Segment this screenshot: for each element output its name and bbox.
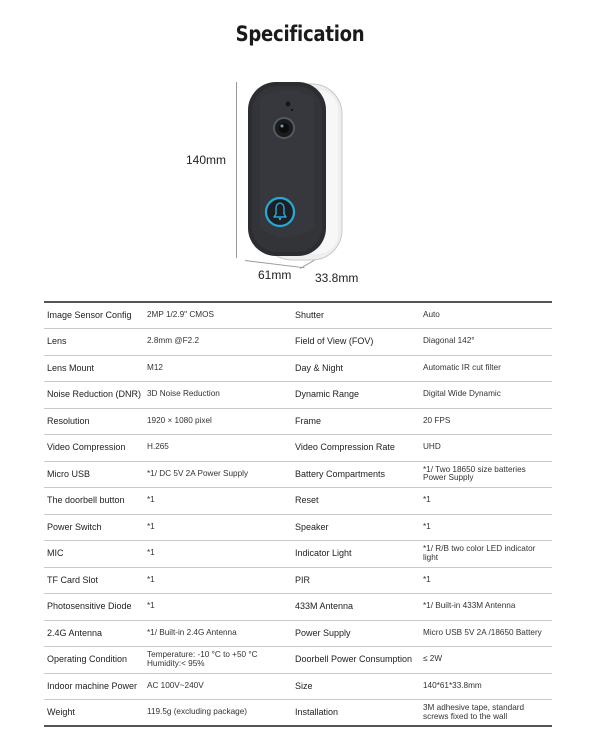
spec-label: Power Switch: [44, 514, 144, 541]
spec-value: *1: [144, 594, 292, 621]
table-row: [44, 541, 552, 568]
spec-value: *1/ R/B two color LED indicator light: [420, 541, 552, 568]
spec-value: ≤ 2W: [420, 647, 552, 674]
depth-dimension-label: 33.8mm: [315, 271, 359, 285]
spec-label: TF Card Slot: [44, 567, 144, 594]
spec-label: Indicator Light: [292, 541, 420, 568]
table-row: [44, 461, 552, 488]
height-dimension-label: 140mm: [186, 153, 227, 167]
spec-value: *1: [420, 567, 552, 594]
table-row: [44, 382, 552, 409]
table-row: [44, 302, 552, 329]
spec-label: 2.4G Antenna: [44, 620, 144, 647]
spec-value: *1: [144, 541, 292, 568]
spec-label: Video Compression Rate: [292, 435, 420, 462]
spec-label: Weight: [47, 706, 75, 717]
table-row: [44, 355, 552, 382]
spec-label: Dynamic Range: [292, 382, 420, 409]
spec-label: Micro USB: [44, 461, 144, 488]
doorbell-device: [240, 78, 350, 264]
spec-value: 2.8mm @F2.2: [144, 329, 292, 356]
spec-label: Photosensitive Diode: [44, 594, 144, 621]
spec-label: Size: [292, 673, 420, 700]
spec-label: Reset: [292, 488, 420, 515]
spec-label: 433M Antenna: [292, 594, 420, 621]
spec-label: MIC: [44, 541, 144, 568]
spec-label: Frame: [292, 408, 420, 435]
spec-label: Lens Mount: [44, 355, 144, 382]
spec-label: Noise Reduction (DNR): [44, 382, 144, 409]
page-title: Specification: [235, 22, 365, 46]
spec-value: 2MP 1/2.9" CMOS: [144, 302, 292, 329]
spec-label: Installation: [295, 706, 339, 717]
spec-label: Lens: [44, 329, 144, 356]
spec-value: 3M adhesive tape, standard screws fixed to the wall: [423, 702, 525, 721]
spec-label: Video Compression: [44, 435, 144, 462]
spec-value: *1: [144, 567, 292, 594]
height-dimension-line: [236, 82, 237, 258]
spec-label: Field of View (FOV): [292, 329, 420, 356]
spec-value: *1/ Two 18650 size batteries Power Supply: [420, 461, 552, 488]
spec-label: Indoor machine Power: [44, 673, 144, 700]
spec-label: Power Supply: [292, 620, 420, 647]
spec-label: Doorbell Power Consumption: [292, 647, 420, 674]
table-row: [44, 673, 552, 700]
spec-value: Diagonal 142°: [420, 329, 552, 356]
table-row: [44, 488, 552, 515]
spec-value: *1: [144, 514, 292, 541]
spec-value: M12: [144, 355, 292, 382]
table-row: [44, 700, 552, 727]
specification-table: [44, 301, 552, 727]
table-row: [44, 514, 552, 541]
spec-value: 3D Noise Reduction: [144, 382, 292, 409]
table-row: [44, 594, 552, 621]
spec-value: Digital Wide Dynamic: [420, 382, 552, 409]
spec-value: 20 FPS: [420, 408, 552, 435]
spec-value: H.265: [144, 435, 292, 462]
sensor-dot-small: [291, 109, 293, 111]
spec-label: Battery Compartments: [292, 461, 420, 488]
spec-value: Temperature: -10 °C to +50 °C Humidity:< 95%: [144, 647, 292, 674]
spec-value: Micro USB 5V 2A /18650 Battery: [420, 620, 552, 647]
spec-value: *1/ DC 5V 2A Power Supply: [144, 461, 292, 488]
product-illustration: [0, 70, 600, 290]
spec-label: Day & Night: [292, 355, 420, 382]
table-row: [44, 620, 552, 647]
spec-value: *1: [420, 514, 552, 541]
sensor-dot: [286, 102, 291, 107]
spec-value: 1920 × 1080 pixel: [144, 408, 292, 435]
spec-label: The doorbell button: [44, 488, 144, 515]
spec-label: Speaker: [292, 514, 420, 541]
spec-label: Shutter: [292, 302, 420, 329]
table-row: [44, 408, 552, 435]
spec-value: Auto: [420, 302, 552, 329]
spec-value: *1/ Built-in 433M Antenna: [420, 594, 552, 621]
spec-label: Image Sensor Config: [44, 302, 144, 329]
table-row: [44, 435, 552, 462]
spec-value: 140*61*33.8mm: [420, 673, 552, 700]
spec-value: UHD: [420, 435, 552, 462]
table-row: [44, 567, 552, 594]
table-row: [44, 329, 552, 356]
spec-value: Automatic IR cut filter: [420, 355, 552, 382]
spec-value: 119.5g (excluding package): [147, 707, 247, 717]
spec-label: Resolution: [44, 408, 144, 435]
spec-value: *1: [420, 488, 552, 515]
spec-value: *1/ Built-in 2.4G Antenna: [144, 620, 292, 647]
spec-value: *1: [144, 488, 292, 515]
width-dimension-label: 61mm: [258, 268, 292, 282]
table-row: [44, 647, 552, 674]
spec-label: PIR: [292, 567, 420, 594]
spec-value: AC 100V~240V: [144, 673, 292, 700]
spec-label: Operating Condition: [44, 647, 144, 674]
doorbell-button: [266, 198, 294, 226]
